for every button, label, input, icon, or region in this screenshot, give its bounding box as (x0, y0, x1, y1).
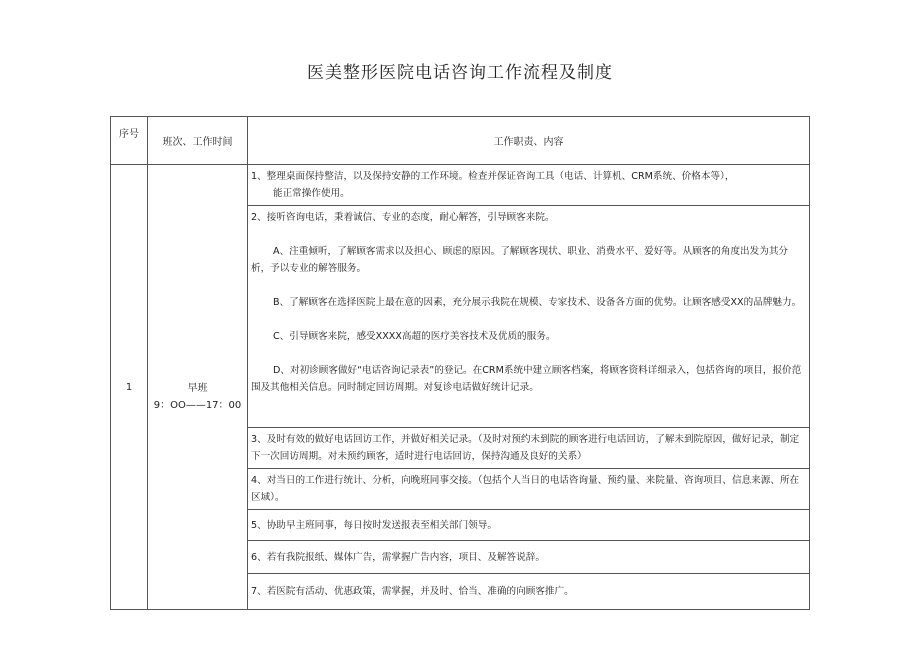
shift-name: 早班 (187, 383, 208, 394)
table-header-row (111, 117, 810, 165)
workflow-table (110, 116, 810, 610)
duty-item-6: 6、若有我院报纸、媒体广告，需掌握广告内容，项目、及解答说辞。 (248, 541, 810, 574)
header-duty-content: 工作职责、内容 (248, 117, 810, 165)
shift-cell (148, 165, 248, 610)
duty-item-2 (248, 206, 810, 428)
duty-item-5: 5、协助早主班同事，每日按时发送报表至相关部门领导。 (248, 510, 810, 541)
shift-time: 9：OO——17：00 (153, 400, 242, 411)
table-row (111, 165, 810, 206)
header-serial-number: 序号 (111, 117, 148, 165)
duty-item-7: 7、若医院有活动、优惠政策，需掌握，并及时、恰当、准确的向顾客推广。 (248, 574, 810, 610)
duty-item-3: 3、及时有效的做好电话回访工作，并做好相关记录。（及时对预约未到院的顾客进行电话回访，了解未到院原因，做好记录，制定下一次回访周期。对未预约顾客，适时进行电话回访，保持沟通及良好的关系） (248, 428, 810, 469)
duty-item-4: 4、对当日的工作进行统计、分析，向晚班同事交接。（包括个人当日的电话咨询量、预约量、来院量、咨询项目、信息来源、所在区域）。 (248, 469, 810, 510)
duty-text: D、对初诊顾客做好“电话咨询记录表”的登记。在CRM系统中建立顾客档案，将顾客资料详细录入，包括咨询的项目，报价范围及其他相关信息。同时制定回访周期。对复诊电话做好统计记录。 (251, 365, 802, 393)
duty-text: C、引导顾客来院，感受XXXX高超的医疗美容技术及优质的服务。 (273, 331, 556, 342)
duty-text: 2、接听咨询电话，秉着诚信、专业的态度，耐心解答，引导顾客来院。 (251, 212, 555, 223)
serial-number-cell: 1 (111, 165, 148, 610)
duty-item-1 (248, 165, 810, 206)
duty-text: 1、整理桌面保持整洁，以及保持安静的工作环境。检查并保证咨询工具（电话、计算机、CRM系统、价格本等）， (251, 171, 735, 182)
duty-text: A、注重倾听，了解顾客需求以及担心、顾虑的原因。了解顾客现状、职业、消费水平、爱好等。从顾客的角度出发为其分析，予以专业的解答服务。 (251, 246, 789, 274)
duty-text: 能正常操作使用。 (273, 188, 350, 199)
document-title: 医美整形医院电话咨询工作流程及制度 (307, 63, 613, 83)
duty-text: B、了解顾客在选择医院上最在意的因素，充分展示我院在规模、专家技术、设备各方面的优势。让顾客感受XX的品牌魅力。 (273, 297, 802, 308)
header-shift-time: 班次、工作时间 (148, 117, 248, 165)
